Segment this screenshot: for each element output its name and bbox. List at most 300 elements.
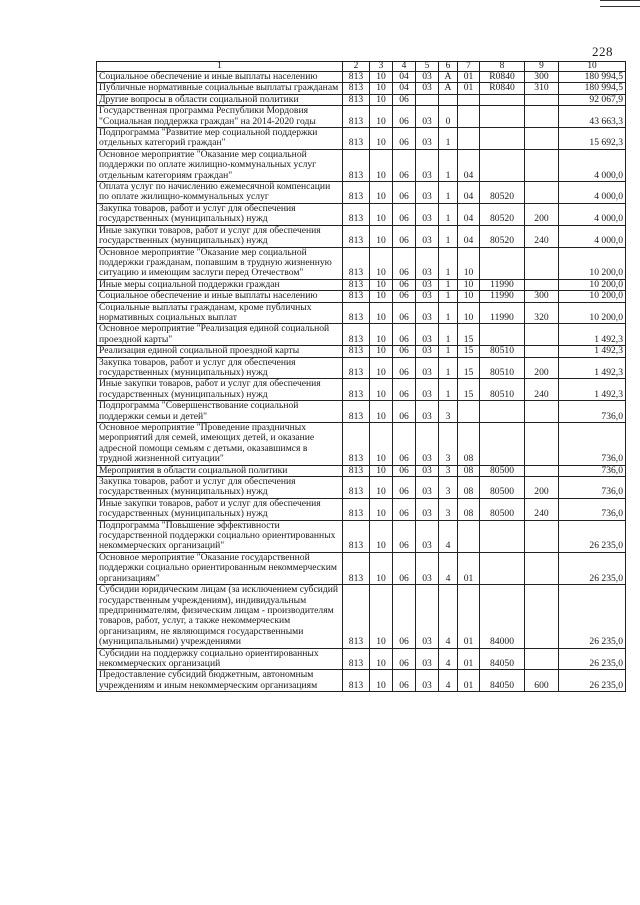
- code-cell-c3: 10: [370, 379, 393, 401]
- code-cell-c2: 813: [343, 498, 370, 520]
- code-cell-c9: [525, 423, 559, 466]
- code-cell-c9: 200: [525, 477, 559, 499]
- code-cell-c7: 04: [458, 225, 480, 247]
- code-cell-c2: 813: [343, 346, 370, 357]
- code-cell-c4: 06: [393, 379, 416, 401]
- code-cell-c2: 813: [343, 83, 370, 94]
- code-cell-c2: 813: [343, 247, 370, 279]
- code-cell-c4: 06: [393, 401, 416, 423]
- table-row: [97, 346, 626, 357]
- code-cell-c2: 813: [343, 203, 370, 225]
- code-cell-c9: [525, 520, 559, 552]
- code-cell-c9: [525, 324, 559, 346]
- code-cell-c5: 03: [416, 279, 439, 290]
- code-cell-c3: 10: [370, 477, 393, 499]
- code-cell-c3: 10: [370, 585, 393, 648]
- code-cell-c8: 80510: [480, 357, 525, 379]
- code-cell-c4: 06: [393, 149, 416, 181]
- table-row: [97, 357, 626, 379]
- code-cell-c9: [525, 182, 559, 204]
- row-name-cell: Иные меры социальной поддержки граждан: [97, 279, 343, 290]
- code-cell-c5: 03: [416, 552, 439, 584]
- code-cell-c3: 10: [370, 94, 393, 105]
- header-cell: 2: [343, 62, 370, 72]
- amount-cell: 736,0: [559, 465, 626, 476]
- code-cell-c2: 813: [343, 477, 370, 499]
- code-cell-c5: 03: [416, 291, 439, 302]
- row-name-cell: Закупка товаров, работ и услуг для обеспечения государственных (муниципальных) нужд: [97, 203, 343, 225]
- row-name-cell: Подпрограмма "Совершенствование социальной поддержки семьи и детей": [97, 401, 343, 423]
- header-cell: 10: [559, 62, 626, 72]
- code-cell-c3: 10: [370, 498, 393, 520]
- table-row: [97, 520, 626, 552]
- code-cell-c5: 03: [416, 520, 439, 552]
- code-cell-c6: 1: [439, 346, 458, 357]
- amount-cell: 10 200,0: [559, 279, 626, 290]
- row-name-cell: Иные закупки товаров, работ и услуг для обеспечения государственных (муниципальных) нужд: [97, 379, 343, 401]
- table-row: [97, 106, 626, 128]
- code-cell-c7: 01: [458, 552, 480, 584]
- code-cell-c4: 04: [393, 83, 416, 94]
- code-cell-c9: [525, 346, 559, 357]
- code-cell-c8: 80520: [480, 182, 525, 204]
- code-cell-c7: 15: [458, 324, 480, 346]
- amount-cell: 26 235,0: [559, 585, 626, 648]
- code-cell-c4: 06: [393, 106, 416, 128]
- code-cell-c9: 310: [525, 83, 559, 94]
- code-cell-c9: [525, 585, 559, 648]
- header-row: [97, 62, 626, 72]
- code-cell-c4: 06: [393, 94, 416, 105]
- amount-cell: 43 663,3: [559, 106, 626, 128]
- code-cell-c5: 03: [416, 465, 439, 476]
- code-cell-c8: R0840: [480, 83, 525, 94]
- code-cell-c3: 10: [370, 72, 393, 83]
- code-cell-c7: 01: [458, 648, 480, 670]
- header-cell: 8: [480, 62, 525, 72]
- code-cell-c9: [525, 149, 559, 181]
- code-cell-c2: 813: [343, 225, 370, 247]
- amount-cell: 26 235,0: [559, 520, 626, 552]
- header-cell: 7: [458, 62, 480, 72]
- row-name-cell: Закупка товаров, работ и услуг для обеспечения государственных (муниципальных) нужд: [97, 357, 343, 379]
- code-cell-c6: 0: [439, 106, 458, 128]
- table-row: [97, 465, 626, 476]
- table-row: [97, 182, 626, 204]
- code-cell-c3: 10: [370, 149, 393, 181]
- amount-cell: 4 000,0: [559, 225, 626, 247]
- code-cell-c4: 06: [393, 324, 416, 346]
- code-cell-c6: 1: [439, 128, 458, 150]
- code-cell-c3: 10: [370, 106, 393, 128]
- code-cell-c7: [458, 106, 480, 128]
- table-row: [97, 225, 626, 247]
- code-cell-c6: 3: [439, 465, 458, 476]
- code-cell-c8: [480, 552, 525, 584]
- code-cell-c4: 06: [393, 203, 416, 225]
- code-cell-c7: [458, 520, 480, 552]
- code-cell-c5: 03: [416, 379, 439, 401]
- amount-cell: 736,0: [559, 423, 626, 466]
- row-name-cell: Мероприятия в области социальной политики: [97, 465, 343, 476]
- row-name-cell: Закупка товаров, работ и услуг для обеспечения государственных (муниципальных) нужд: [97, 477, 343, 499]
- code-cell-c9: [525, 128, 559, 150]
- code-cell-c5: [416, 94, 439, 105]
- code-cell-c9: [525, 401, 559, 423]
- code-cell-c2: 813: [343, 465, 370, 476]
- code-cell-c6: 1: [439, 324, 458, 346]
- code-cell-c6: 1: [439, 225, 458, 247]
- code-cell-c7: 04: [458, 182, 480, 204]
- code-cell-c8: 11990: [480, 291, 525, 302]
- header-cell: 6: [439, 62, 458, 72]
- table-row: [97, 128, 626, 150]
- amount-cell: 1 492,3: [559, 379, 626, 401]
- amount-cell: 26 235,0: [559, 670, 626, 692]
- code-cell-c3: 10: [370, 670, 393, 692]
- code-cell-c2: 813: [343, 279, 370, 290]
- code-cell-c4: 06: [393, 182, 416, 204]
- code-cell-c4: 06: [393, 465, 416, 476]
- code-cell-c3: 10: [370, 324, 393, 346]
- code-cell-c6: 1: [439, 379, 458, 401]
- row-name-cell: Оплата услуг по начислению ежемесячной компенсации по оплате жилищно-коммунальных услуг: [97, 182, 343, 204]
- code-cell-c7: 10: [458, 302, 480, 324]
- amount-cell: 180 994,5: [559, 72, 626, 83]
- code-cell-c8: 80510: [480, 346, 525, 357]
- code-cell-c7: 08: [458, 423, 480, 466]
- code-cell-c3: 10: [370, 291, 393, 302]
- code-cell-c7: 04: [458, 203, 480, 225]
- table-row: [97, 379, 626, 401]
- code-cell-c2: 813: [343, 648, 370, 670]
- table-row: [97, 279, 626, 290]
- code-cell-c5: 03: [416, 357, 439, 379]
- row-name-cell: Подпрограмма "Повышение эффективности государственной поддержки социально ориентированных некоммерческих организаций": [97, 520, 343, 552]
- table-row: [97, 585, 626, 648]
- row-name-cell: Подпрограмма "Развитие мер социальной поддержки отдельных категорий граждан": [97, 128, 343, 150]
- code-cell-c6: 4: [439, 552, 458, 584]
- code-cell-c9: 200: [525, 203, 559, 225]
- code-cell-c7: 15: [458, 346, 480, 357]
- code-cell-c8: [480, 520, 525, 552]
- code-cell-c5: 03: [416, 106, 439, 128]
- code-cell-c9: 600: [525, 670, 559, 692]
- code-cell-c7: 10: [458, 279, 480, 290]
- row-name-cell: Субсидии на поддержку социально ориентированных некоммерческих организаций: [97, 648, 343, 670]
- code-cell-c4: 06: [393, 585, 416, 648]
- code-cell-c3: 10: [370, 182, 393, 204]
- code-cell-c3: 10: [370, 465, 393, 476]
- code-cell-c9: [525, 648, 559, 670]
- code-cell-c4: 06: [393, 498, 416, 520]
- code-cell-c8: 84000: [480, 585, 525, 648]
- code-cell-c4: 06: [393, 423, 416, 466]
- amount-cell: 10 200,0: [559, 247, 626, 279]
- code-cell-c8: 11990: [480, 302, 525, 324]
- code-cell-c7: 08: [458, 477, 480, 499]
- code-cell-c9: [525, 465, 559, 476]
- code-cell-c9: [525, 247, 559, 279]
- code-cell-c8: 11990: [480, 279, 525, 290]
- code-cell-c6: 4: [439, 520, 458, 552]
- code-cell-c5: 03: [416, 182, 439, 204]
- table-row: [97, 149, 626, 181]
- code-cell-c2: 813: [343, 106, 370, 128]
- table-row: [97, 247, 626, 279]
- code-cell-c9: 240: [525, 498, 559, 520]
- row-name-cell: Основное мероприятие "Оказание мер социальной поддержки гражданам, попавшим в трудную жизненную ситуацию и имеющим заслуги перед Отечеством": [97, 247, 343, 279]
- code-cell-c7: 10: [458, 291, 480, 302]
- code-cell-c8: 80500: [480, 477, 525, 499]
- code-cell-c8: [480, 401, 525, 423]
- row-name-cell: Субсидии юридическим лицам (за исключением субсидий государственным учреждениям), индивидуальным предпринимателям, физическим лицам - производителям товаров, работ, услуг, а также некоммерческим организациям, не являющимся государственными (муниципальными) учреждениями: [97, 585, 343, 648]
- code-cell-c8: 80520: [480, 225, 525, 247]
- budget-table: [96, 61, 626, 692]
- code-cell-c7: [458, 94, 480, 105]
- code-cell-c4: 06: [393, 302, 416, 324]
- code-cell-c4: 06: [393, 520, 416, 552]
- amount-cell: 26 235,0: [559, 648, 626, 670]
- code-cell-c3: 10: [370, 520, 393, 552]
- row-name-cell: Социальное обеспечение и иные выплаты населению: [97, 72, 343, 83]
- row-name-cell: Государственная программа Республики Мордовия "Социальная поддержка граждан" на 2014-2020 годы: [97, 106, 343, 128]
- row-name-cell: Другие вопросы в области социальной политики: [97, 94, 343, 105]
- code-cell-c2: 813: [343, 401, 370, 423]
- code-cell-c7: [458, 128, 480, 150]
- amount-cell: 736,0: [559, 498, 626, 520]
- code-cell-c2: 813: [343, 182, 370, 204]
- code-cell-c8: 80520: [480, 203, 525, 225]
- code-cell-c3: 10: [370, 128, 393, 150]
- amount-cell: 4 000,0: [559, 203, 626, 225]
- code-cell-c5: 03: [416, 302, 439, 324]
- code-cell-c3: 10: [370, 357, 393, 379]
- amount-cell: 4 000,0: [559, 182, 626, 204]
- code-cell-c8: [480, 324, 525, 346]
- code-cell-c5: 03: [416, 401, 439, 423]
- code-cell-c6: 3: [439, 401, 458, 423]
- code-cell-c6: А: [439, 72, 458, 83]
- code-cell-c6: 4: [439, 585, 458, 648]
- code-cell-c9: 300: [525, 291, 559, 302]
- table-row: [97, 498, 626, 520]
- code-cell-c6: [439, 94, 458, 105]
- code-cell-c8: [480, 128, 525, 150]
- amount-cell: 26 235,0: [559, 552, 626, 584]
- code-cell-c2: 813: [343, 357, 370, 379]
- code-cell-c8: 80500: [480, 465, 525, 476]
- code-cell-c9: [525, 279, 559, 290]
- code-cell-c8: 80500: [480, 498, 525, 520]
- code-cell-c5: 03: [416, 72, 439, 83]
- row-name-cell: Основное мероприятие "Оказание государственной поддержки социально ориентированным некоммерческим организациям": [97, 552, 343, 584]
- code-cell-c2: 813: [343, 94, 370, 105]
- code-cell-c8: [480, 247, 525, 279]
- code-cell-c6: 3: [439, 423, 458, 466]
- code-cell-c7: 08: [458, 498, 480, 520]
- code-cell-c9: [525, 106, 559, 128]
- header-cell: 4: [393, 62, 416, 72]
- amount-cell: 15 692,3: [559, 128, 626, 150]
- corner-mark: [600, 0, 640, 7]
- code-cell-c9: 320: [525, 302, 559, 324]
- code-cell-c2: 813: [343, 128, 370, 150]
- code-cell-c5: 03: [416, 670, 439, 692]
- code-cell-c3: 10: [370, 247, 393, 279]
- code-cell-c5: 03: [416, 423, 439, 466]
- code-cell-c3: 10: [370, 203, 393, 225]
- code-cell-c4: 06: [393, 670, 416, 692]
- code-cell-c3: 10: [370, 401, 393, 423]
- code-cell-c4: 06: [393, 648, 416, 670]
- code-cell-c8: [480, 149, 525, 181]
- code-cell-c2: 813: [343, 670, 370, 692]
- table-row: [97, 94, 626, 105]
- table-row: [97, 83, 626, 94]
- code-cell-c5: 03: [416, 128, 439, 150]
- header-cell: 3: [370, 62, 393, 72]
- code-cell-c4: 06: [393, 346, 416, 357]
- amount-cell: 1 492,3: [559, 324, 626, 346]
- header-cell: 5: [416, 62, 439, 72]
- code-cell-c8: R0840: [480, 72, 525, 83]
- code-cell-c5: 03: [416, 149, 439, 181]
- code-cell-c3: 10: [370, 279, 393, 290]
- amount-cell: 10 200,0: [559, 302, 626, 324]
- code-cell-c9: 200: [525, 357, 559, 379]
- code-cell-c9: 240: [525, 225, 559, 247]
- code-cell-c6: 1: [439, 149, 458, 181]
- table-row: [97, 648, 626, 670]
- code-cell-c2: 813: [343, 302, 370, 324]
- code-cell-c5: 03: [416, 585, 439, 648]
- code-cell-c3: 10: [370, 346, 393, 357]
- code-cell-c3: 10: [370, 302, 393, 324]
- table-row: [97, 477, 626, 499]
- amount-cell: 736,0: [559, 477, 626, 499]
- code-cell-c2: 813: [343, 324, 370, 346]
- code-cell-c2: 813: [343, 520, 370, 552]
- code-cell-c5: 03: [416, 648, 439, 670]
- code-cell-c8: 84050: [480, 670, 525, 692]
- code-cell-c9: 300: [525, 72, 559, 83]
- row-name-cell: Социальное обеспечение и иные выплаты населению: [97, 291, 343, 302]
- code-cell-c5: 03: [416, 346, 439, 357]
- code-cell-c6: 3: [439, 477, 458, 499]
- code-cell-c7: 15: [458, 379, 480, 401]
- code-cell-c6: 4: [439, 648, 458, 670]
- code-cell-c9: [525, 552, 559, 584]
- code-cell-c3: 10: [370, 83, 393, 94]
- row-name-cell: Основное мероприятие "Реализация единой социальной проездной карты": [97, 324, 343, 346]
- row-name-cell: Социальные выплаты гражданам, кроме публичных нормативных социальных выплат: [97, 302, 343, 324]
- code-cell-c2: 813: [343, 72, 370, 83]
- table-row: [97, 324, 626, 346]
- code-cell-c9: [525, 94, 559, 105]
- code-cell-c4: 06: [393, 357, 416, 379]
- row-name-cell: Иные закупки товаров, работ и услуг для обеспечения государственных (муниципальных) нужд: [97, 498, 343, 520]
- code-cell-c4: 06: [393, 279, 416, 290]
- code-cell-c7: 01: [458, 72, 480, 83]
- row-name-cell: Предоставление субсидий бюджетным, автономным учреждениям и иным некоммерческим организациям: [97, 670, 343, 692]
- code-cell-c7: [458, 401, 480, 423]
- code-cell-c3: 10: [370, 552, 393, 584]
- row-name-cell: Реализация единой социальной проездной карты: [97, 346, 343, 357]
- code-cell-c4: 04: [393, 72, 416, 83]
- table-row: [97, 670, 626, 692]
- amount-cell: 10 200,0: [559, 291, 626, 302]
- code-cell-c8: [480, 106, 525, 128]
- amount-cell: 736,0: [559, 401, 626, 423]
- code-cell-c7: 01: [458, 670, 480, 692]
- code-cell-c6: 1: [439, 182, 458, 204]
- code-cell-c8: 84050: [480, 648, 525, 670]
- code-cell-c5: 03: [416, 225, 439, 247]
- code-cell-c5: 03: [416, 477, 439, 499]
- code-cell-c3: 10: [370, 423, 393, 466]
- table-row: [97, 423, 626, 466]
- header-cell: 1: [97, 62, 343, 72]
- code-cell-c6: 1: [439, 357, 458, 379]
- header-cell: 9: [525, 62, 559, 72]
- code-cell-c2: 813: [343, 379, 370, 401]
- code-cell-c2: 813: [343, 423, 370, 466]
- amount-cell: 1 492,3: [559, 357, 626, 379]
- code-cell-c5: 03: [416, 203, 439, 225]
- code-cell-c4: 06: [393, 477, 416, 499]
- code-cell-c6: 1: [439, 291, 458, 302]
- row-name-cell: Иные закупки товаров, работ и услуг для обеспечения государственных (муниципальных) нужд: [97, 225, 343, 247]
- code-cell-c4: 06: [393, 291, 416, 302]
- code-cell-c7: 01: [458, 83, 480, 94]
- code-cell-c6: 1: [439, 203, 458, 225]
- table-row: [97, 302, 626, 324]
- amount-cell: 92 067,9: [559, 94, 626, 105]
- code-cell-c5: 03: [416, 498, 439, 520]
- code-cell-c7: 04: [458, 149, 480, 181]
- code-cell-c7: 10: [458, 247, 480, 279]
- table-body: [97, 72, 626, 692]
- row-name-cell: Основное мероприятие "Оказание мер социальной поддержки по оплате жилищно-коммунальных услуг отдельным категориям граждан": [97, 149, 343, 181]
- code-cell-c8: [480, 423, 525, 466]
- code-cell-c5: 03: [416, 247, 439, 279]
- code-cell-c2: 813: [343, 585, 370, 648]
- row-name-cell: Основное мероприятие "Проведение праздничных мероприятий для семей, имеющих детей, и оказание адресной помощи семьям с детьми, оказавшимся в трудной жизненной ситуации": [97, 423, 343, 466]
- code-cell-c2: 813: [343, 149, 370, 181]
- code-cell-c4: 06: [393, 552, 416, 584]
- code-cell-c6: 1: [439, 302, 458, 324]
- code-cell-c7: 01: [458, 585, 480, 648]
- table-row: [97, 401, 626, 423]
- table-row: [97, 291, 626, 302]
- code-cell-c2: 813: [343, 552, 370, 584]
- code-cell-c7: 08: [458, 465, 480, 476]
- code-cell-c3: 10: [370, 225, 393, 247]
- code-cell-c4: 06: [393, 128, 416, 150]
- page-number: 228: [592, 44, 613, 59]
- amount-cell: 1 492,3: [559, 346, 626, 357]
- code-cell-c8: [480, 94, 525, 105]
- code-cell-c9: 240: [525, 379, 559, 401]
- code-cell-c7: 15: [458, 357, 480, 379]
- code-cell-c6: 4: [439, 670, 458, 692]
- table-row: [97, 552, 626, 584]
- code-cell-c4: 06: [393, 247, 416, 279]
- amount-cell: 4 000,0: [559, 149, 626, 181]
- code-cell-c3: 10: [370, 648, 393, 670]
- code-cell-c6: 1: [439, 247, 458, 279]
